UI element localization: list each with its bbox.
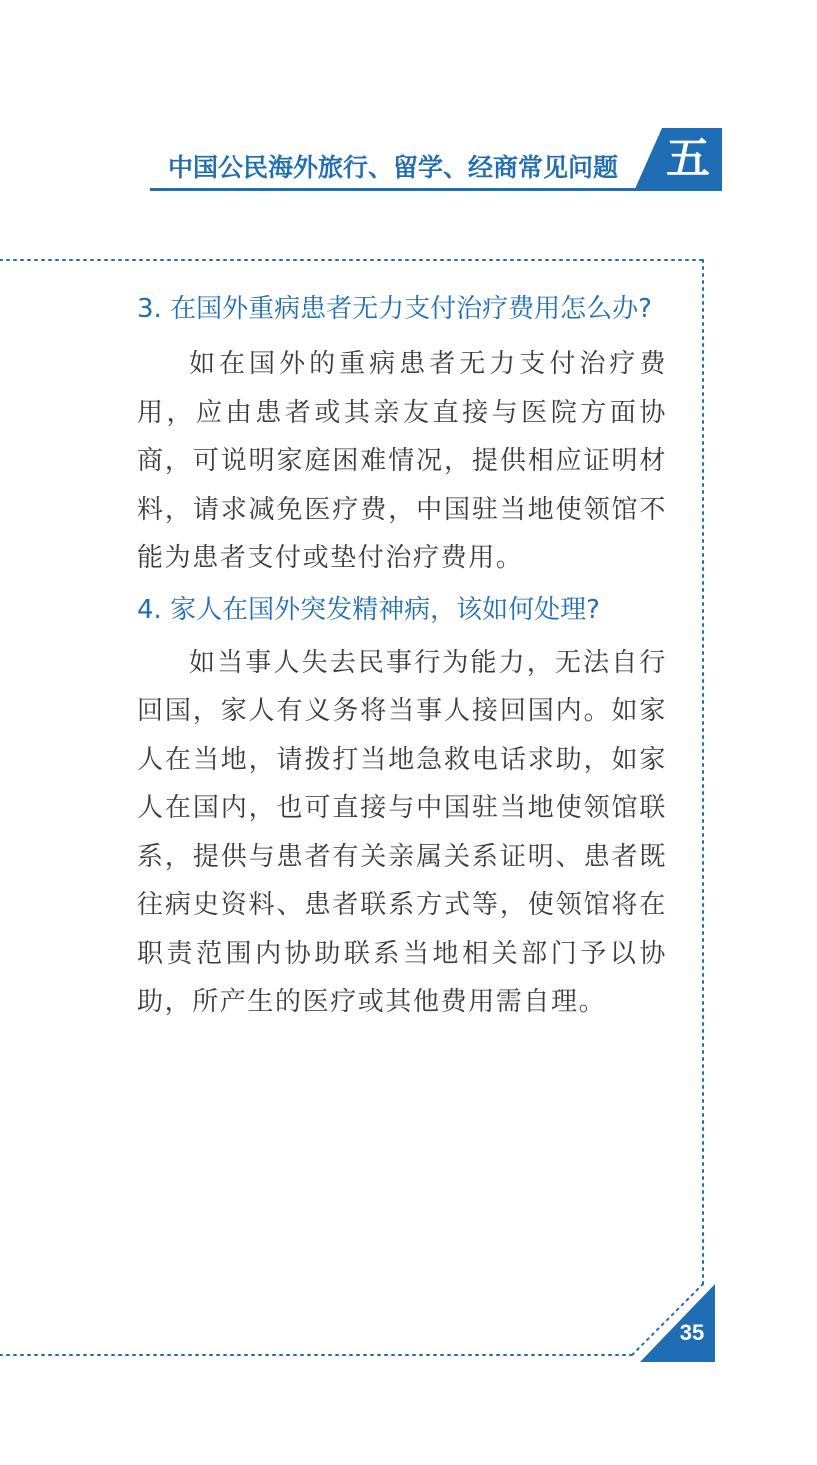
chapter-number: 五 — [666, 133, 710, 184]
question-heading-4: 4. 家人在国外突发精神病，该如何处理? — [137, 594, 600, 625]
article-body — [137, 290, 667, 1027]
question-heading-3: 3. 在国外重病患者无力支付治疗费用怎么办? — [137, 294, 652, 324]
answer-paragraph-3: 如在国外的重病患者无力支付治疗费用，应由患者或其亲友直接与医院方面协商，可说明家庭困难情况，提供相应证明材料，请求减免医疗费，中国驻当地使领馆不能为患者支付或垫付治疗费用。 — [137, 349, 667, 573]
answer-paragraph-4: 如当事人失去民事行为能力，无法自行回国，家人有义务将当事人接回国内。如家人在当地，请拨打当地急救电话求助，如家人在国内，也可直接与中国驻当地使领馆联系，提供与患者有关亲属关系证明、患者既往病史资料、患者联系方式等，使领馆将在职责范围内协助联系当地相关部门予以协助，所产生的医疗或其他费用需自理。 — [137, 647, 667, 1017]
running-header-title: 中国公民海外旅行、留学、经商常见问题 — [168, 153, 619, 182]
page-number: 35 — [679, 1320, 705, 1345]
